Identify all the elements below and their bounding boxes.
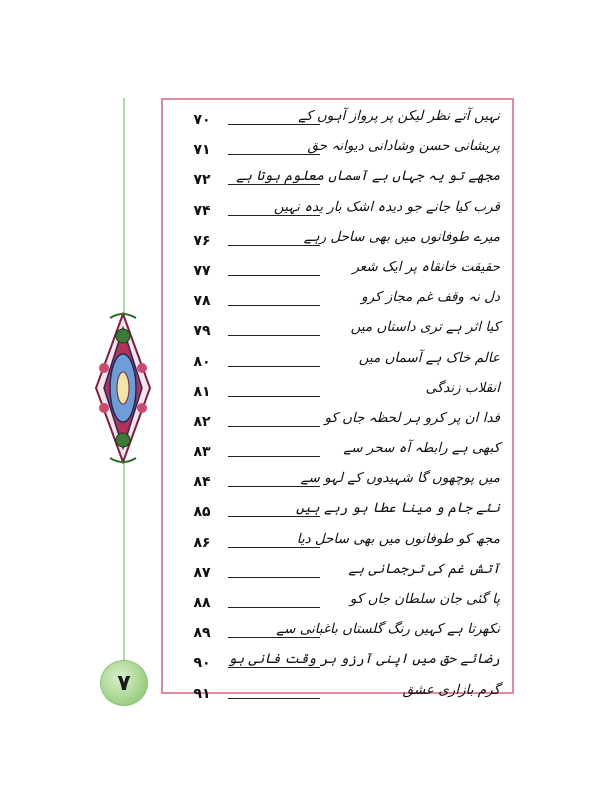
toc-entry[interactable] — [182, 680, 500, 710]
toc-title: نہیں آتے نظر لیکن پر پرواز آہوں کے — [298, 108, 500, 124]
toc-title: مجھے تو یہ جہاں بے آسماں معلوم ہوتا ہے — [236, 168, 500, 185]
toc-page-number: ۸۵ — [193, 504, 211, 521]
leader-line — [228, 124, 320, 125]
page-number-badge — [100, 660, 148, 706]
leader-line — [228, 366, 320, 367]
toc-entry[interactable] — [182, 106, 500, 136]
toc-entry[interactable] — [182, 136, 500, 166]
toc-page-number: ۸۱ — [193, 383, 211, 400]
leader-line — [228, 577, 320, 578]
toc-page-number: ۸۳ — [193, 444, 211, 461]
toc-entry[interactable] — [182, 317, 500, 347]
toc-page-number: ۸۹ — [193, 625, 211, 642]
toc-entry[interactable] — [182, 468, 500, 498]
leader-line — [228, 335, 320, 336]
toc-page-number: ۷۸ — [193, 293, 211, 310]
toc-page-number: ۷۹ — [193, 323, 211, 340]
toc-title: پریشانی حسن وشادانی دیوانہ حق — [307, 138, 500, 155]
leader-line — [228, 698, 320, 699]
toc-title: گرم بازاری عشق — [402, 681, 500, 698]
toc-title: کبھی ہے رابطہ آہ سحر سے — [343, 440, 500, 457]
toc-page-number: ۹۰ — [193, 655, 211, 672]
leader-line — [228, 215, 320, 216]
toc-entry[interactable] — [182, 649, 500, 679]
page-number: ۷ — [117, 670, 131, 696]
toc-page-number: ۸۸ — [193, 595, 211, 611]
toc-entry[interactable] — [182, 619, 500, 649]
toc-title: فدا ان پر کرو ہر لحظہ جاں کو — [324, 409, 500, 426]
toc-entry[interactable] — [182, 378, 500, 408]
toc-page-number: ۷۴ — [193, 202, 211, 219]
leader-line — [228, 245, 320, 246]
toc-page-number: ۸۷ — [193, 564, 211, 581]
toc-entry[interactable] — [182, 589, 500, 619]
toc-entry[interactable] — [182, 348, 500, 378]
toc-page-number: ۸۴ — [193, 474, 211, 491]
toc-title: حقیقت خانقاہ پر ایک شعر — [352, 258, 500, 275]
toc-title: انقلاب زندگی — [425, 379, 500, 396]
leader-line — [228, 607, 320, 608]
toc-title: میں پوچھوں گا شہیدوں کے لہو سے — [300, 470, 500, 487]
toc-entry[interactable] — [182, 498, 500, 528]
toc-title: میرے طوفانوں میں بھی ساحل رہے — [303, 228, 500, 245]
toc-title: عالم خاک ہے آسماں میں — [358, 349, 500, 366]
leader-line — [228, 275, 320, 276]
table-of-contents — [182, 106, 500, 710]
toc-entry[interactable] — [182, 197, 500, 227]
toc-entry[interactable] — [182, 166, 500, 196]
leader-line — [228, 486, 320, 487]
toc-title: نئے جام و مینا عطا ہو رہے ہیں — [295, 500, 500, 517]
leader-line — [228, 456, 320, 457]
toc-title: قرب کیا جانے جو دیدہ اشک بار یدہ نہیں — [273, 198, 500, 215]
toc-title: رضائے حق میں اپنی آرزو ہر وقت فانی ہو — [228, 651, 500, 668]
toc-page-number: ۸۰ — [193, 353, 211, 370]
leader-line — [228, 667, 320, 668]
floral-medallion-icon — [90, 312, 156, 464]
leader-line — [228, 396, 320, 397]
toc-title: نکھرتا ہے کہیں رنگ گلستاں باغبانی سے — [276, 621, 500, 638]
toc-title: کیا اثر ہے تری داستاں میں — [350, 319, 500, 336]
toc-entry[interactable] — [182, 227, 500, 257]
toc-page-number: ۷۱ — [193, 142, 211, 159]
leader-line — [228, 547, 320, 548]
toc-page-number: ۹۱ — [193, 685, 211, 702]
toc-page-number: ۷۷ — [193, 262, 211, 279]
toc-page-number: ۷۶ — [193, 232, 211, 249]
toc-page-number: ۷۰ — [193, 112, 211, 128]
toc-title: مجھ کو طوفانوں میں بھی ساحل دیا — [296, 530, 500, 547]
leader-line — [228, 637, 320, 638]
leader-line — [228, 516, 320, 517]
toc-entry[interactable] — [182, 257, 500, 287]
toc-title: دل نہ وقف غم مجاز کرو — [361, 289, 500, 306]
leader-line — [228, 305, 320, 306]
leader-line — [228, 426, 320, 427]
toc-title: آتش غم کی ترجمانی ہے — [348, 560, 500, 577]
toc-page-number: ۸۲ — [193, 413, 211, 430]
toc-title: پا گئی جان سلطان جاں کو — [349, 591, 500, 607]
toc-entry[interactable] — [182, 408, 500, 438]
toc-page-number: ۸۶ — [193, 534, 211, 551]
toc-entry[interactable] — [182, 287, 500, 317]
leader-line — [228, 154, 320, 155]
leader-line — [228, 184, 320, 185]
toc-entry[interactable] — [182, 559, 500, 589]
toc-entry[interactable] — [182, 438, 500, 468]
toc-entry[interactable] — [182, 529, 500, 559]
toc-page-number: ۷۲ — [193, 172, 211, 189]
